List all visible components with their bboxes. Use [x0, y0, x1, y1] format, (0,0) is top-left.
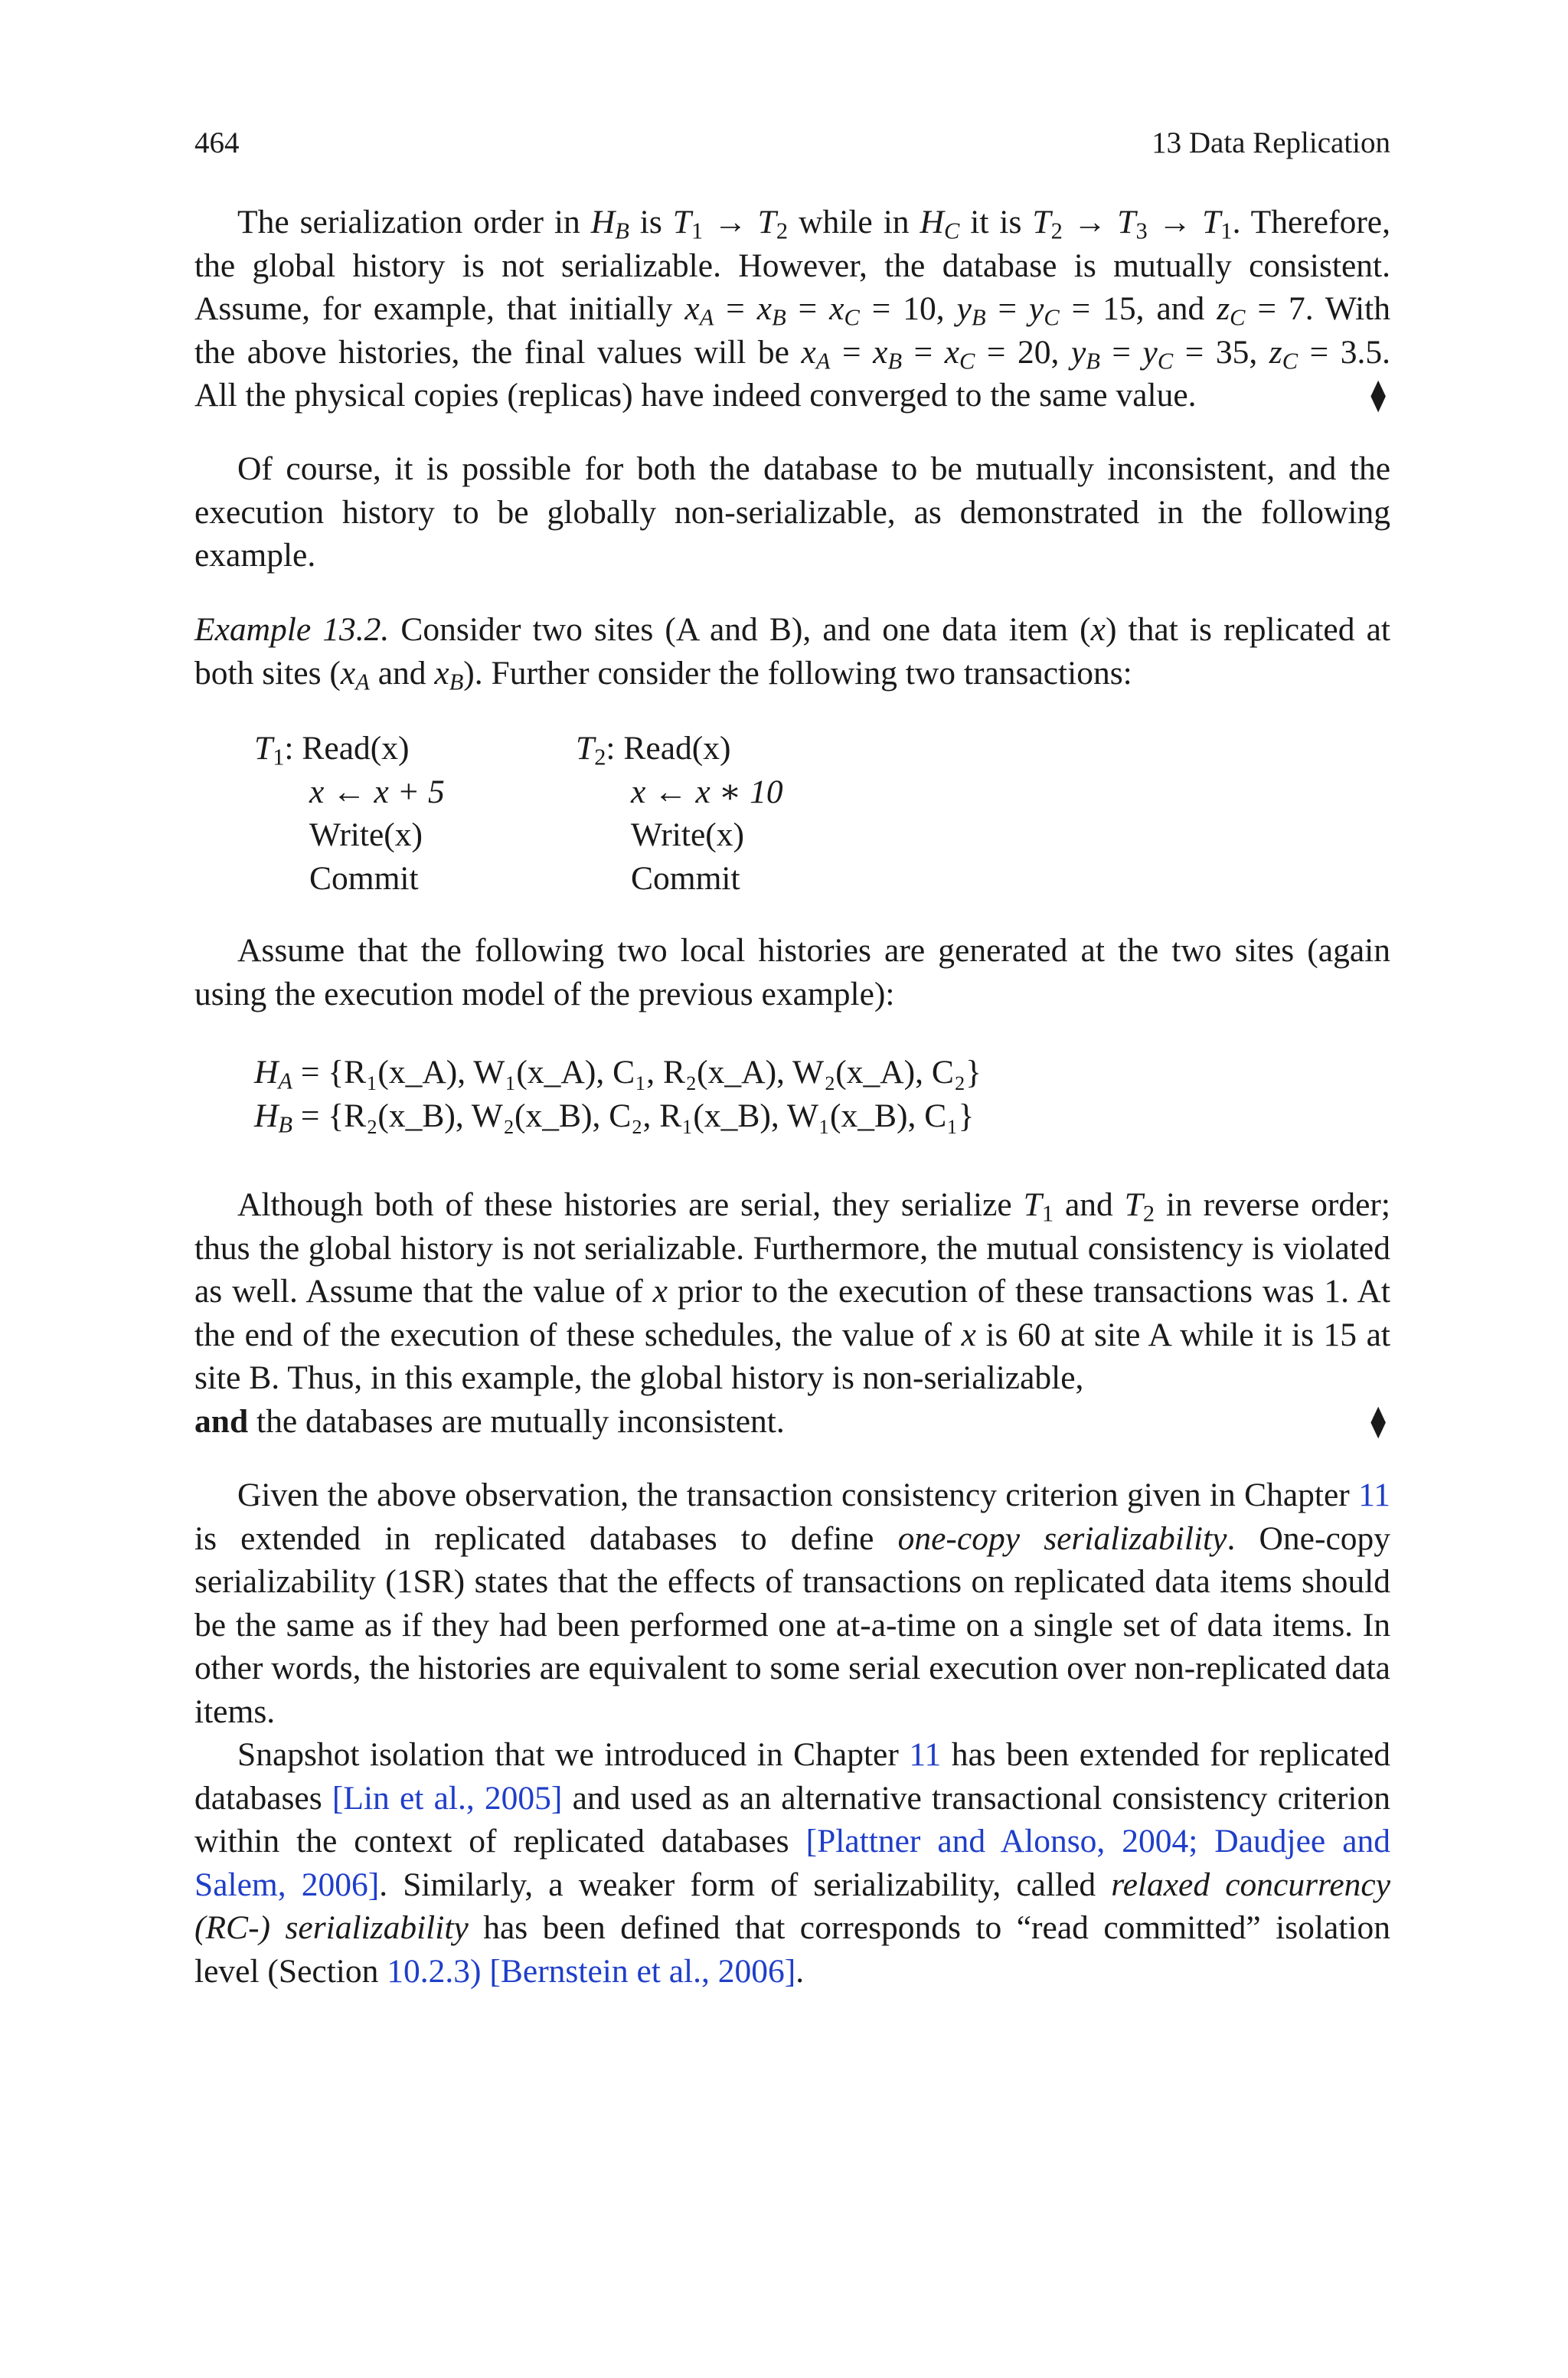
chapter-11-link[interactable]: 11: [1358, 1477, 1390, 1513]
paragraph-serialization: The serialization order in $H_B$ is $T_1 \to T_2$ while in $H_C$ it is $T_2 \to T_3 \to T_1$. Therefore, the global history is not serializable. However, the database is mutually consistent. Assume, for example, that initially $x_A = x_B = x_C = 10$, $y_B = y_C = 15$, and $z_C = 7$. With the above histories, the final values will be $x_A = x_B = x_C = 20$, $y_B = y_C = 35$, $z_C = 3.5$. All the physical copies (replicas) have indeed converged to the same value. ⧫: [194, 201, 1390, 417]
histories-block: [194, 1051, 1390, 1143]
section-10-2-3-link[interactable]: 10.2.3): [387, 1952, 482, 1990]
transaction-t1-body: x ← x + 5 Write(x) Commit: [309, 773, 445, 897]
page-number: 464: [194, 126, 240, 159]
citation-bernstein-2006[interactable]: [Bernstein et al., 2006]: [489, 1952, 796, 1990]
chapter-11-link[interactable]: 11: [909, 1736, 942, 1773]
transactions-block: [194, 727, 1390, 911]
paragraph-serial-histories: Although both of these histories are serial, they serialize $T_1$ and $T_2$ in reverse order; thus the global history is not serializable. Furthermore, the mutual consistency is violated as well. Assume that the value of x prior to the execution of these transactions was 1. At the end of the execution of these schedules, the value of x is 60 at site A while it is 15 at site B. Thus, in this example, the global history is non-serializable, and the databases are mutually inconsistent. ⧫: [194, 1183, 1390, 1443]
paragraph-snapshot-isolation: Snapshot isolation that we introduced in Chapter 11 has been extended for replicated databases [Lin et al., 2005] and used as an alternative transactional consistency criterion within the context of replicated databases [Plattner and Alonso, 2004; Daudjee and Salem, 2006]. Similarly, a weaker form of serializability, called relaxed concurrency (RC-) serializability has been defined that corresponds to “read committed” isolation level (Section 10.2.3) [Bernstein et al., 2006].: [194, 1736, 1391, 1990]
citation-plattner-daudjee[interactable]: [Plattner and Alonso, 2004; Daudjee and Salem, 2006]: [194, 1823, 1391, 1903]
example-13-2: Example 13.2. Consider two sites (A and B), and one data item (x) that is replicated at both sites ($x_A$ and $x_B$). Further consider the following two transactions:: [194, 611, 1390, 695]
history-hb: $H_B$ = {R₂(x_B), W₂(x_B), C₂, R₁(x_B), W₁(x_B), C₁}: [254, 1097, 975, 1138]
example-label: Example 13.2.: [194, 611, 390, 648]
transaction-t2-body: x ← x ∗ 10 Write(x) Commit: [631, 773, 783, 897]
transaction-t2: $T_2$: Read(x): [576, 730, 731, 770]
end-of-example-icon: ⧫: [1370, 1403, 1386, 1438]
citation-lin-2005[interactable]: [Lin et al., 2005]: [332, 1779, 563, 1817]
paragraph-local-histories: Assume that the following two local histories are generated at the two sites (again using the execution model of the previous example):: [194, 932, 1390, 1012]
running-header: [194, 126, 1390, 164]
transaction-t1: $T_1$: Read(x): [254, 730, 410, 770]
paragraph-inconsistent: Of course, it is possible for both the database to be mutually inconsistent, and the execution history to be globally non-serializable, as demonstrated in the following example.: [194, 450, 1390, 574]
end-of-example-icon: ⧫: [1370, 378, 1386, 412]
history-ha: $H_A$ = {R₁(x_A), W₁(x_A), C₁, R₂(x_A), W₂(x_A), C₂}: [254, 1054, 982, 1094]
paragraph-one-copy-serializability: Given the above observation, the transaction consistency criterion given in Chapter 11 is extended in replicated databases to define one-copy serializability. One-copy serializability (1SR) states that the effects of transactions on replicated data items should be the same as if they had been performed one at-a-time on a single set of data items. In other words, the histories are equivalent to some serial execution over non-replicated data items.: [194, 1477, 1390, 1730]
chapter-title: 13 Data Replication: [1152, 126, 1390, 159]
